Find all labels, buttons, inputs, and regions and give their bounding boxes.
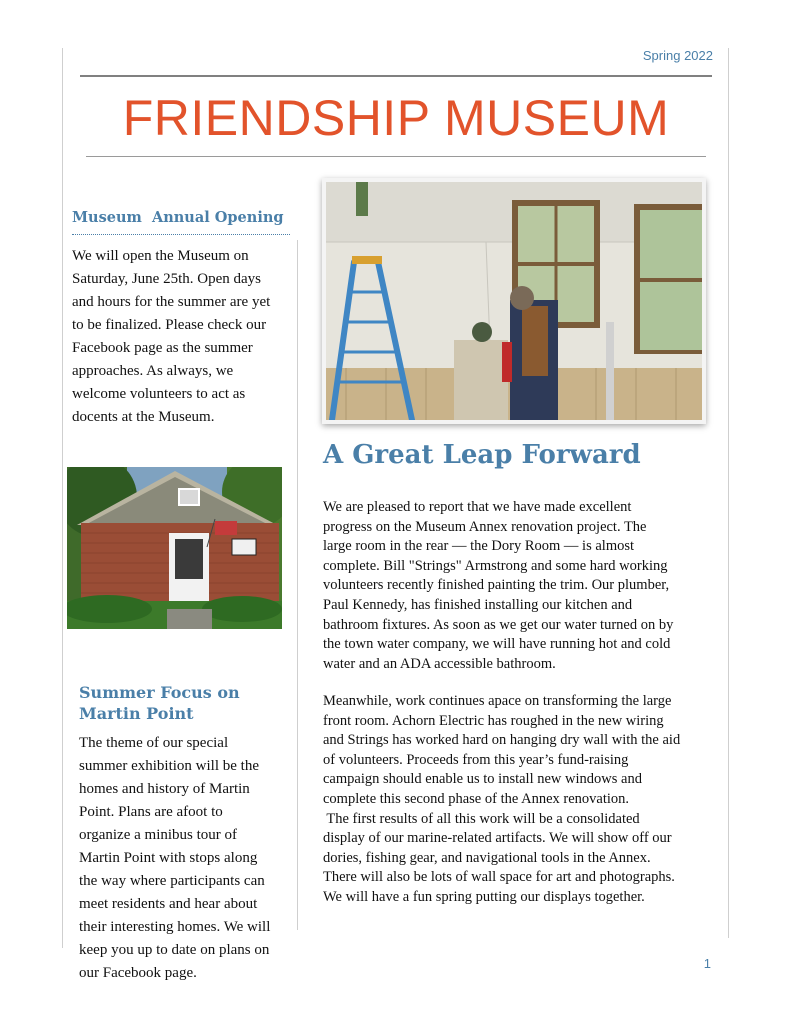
text-line: approaches. As always, we xyxy=(72,363,234,379)
text-line: The theme of our special xyxy=(79,735,229,751)
summer-focus-paragraph xyxy=(79,732,289,985)
text-line: of volunteers. Proceeds from this year’s fund-raising xyxy=(323,751,629,768)
text-line: Saturday, June 25th. Open days xyxy=(72,271,261,287)
masthead-bottom-rule xyxy=(86,156,706,157)
text-line: complete this second phase of the Annex renovation. xyxy=(323,790,630,807)
opening-heading: Museum Annual Opening xyxy=(72,209,284,226)
text-line: display of our marine-related artifacts. We will show off our xyxy=(323,830,672,847)
text-line: Point. Plans are afoot to xyxy=(79,804,223,820)
text-line: Paul Kennedy, has finished installing our kitchen and xyxy=(323,596,633,613)
text-line: keep you up to date on plans on xyxy=(79,942,270,958)
text-line: organize a minibus tour of xyxy=(79,827,238,843)
text-line: Meanwhile, work continues apace on transforming the large xyxy=(323,693,672,709)
right-margin-rule xyxy=(728,48,729,938)
opening-paragraph xyxy=(72,245,292,429)
text-line: the town water company, we will have running hot and cold xyxy=(323,636,671,653)
text-line: The first results of all this work will be a consolidated xyxy=(323,810,640,827)
text-line: homes and history of Martin xyxy=(79,781,250,797)
text-line: Martin Point with stops along xyxy=(79,850,258,866)
heading-line: Summer Focus on xyxy=(79,683,240,702)
text-line: campaign should enable us to install new windows and xyxy=(323,771,642,788)
renovation-photo-image xyxy=(326,182,702,420)
page-number: 1 xyxy=(703,956,711,971)
text-line: and hours for the summer are yet xyxy=(72,294,271,310)
renovation-photo xyxy=(322,178,706,424)
text-line: water and an ADA accessible bathroom. xyxy=(323,655,556,672)
text-line: their interesting homes. We will xyxy=(79,919,271,935)
text-line: welcome volunteers to act as xyxy=(72,386,246,402)
text-line: progress on the Museum Annex renovation project. The xyxy=(323,518,647,535)
text-line: docents at the Museum. xyxy=(72,409,215,425)
masthead-title: FRIENDSHIP MUSEUM xyxy=(122,90,670,146)
left-margin-rule xyxy=(62,48,63,948)
text-line: dories, fishing gear, and navigational tools in the Annex. xyxy=(323,849,651,866)
text-line: large room in the rear — the Dory Room — is almost xyxy=(323,538,635,555)
text-line: There will also be lots of wall space for art and photographs. xyxy=(323,869,675,886)
text-line: our Facebook page. xyxy=(79,965,197,981)
museum-building-photo xyxy=(67,467,282,629)
text-line: volunteers recently finished painting the trim. Our plumber, xyxy=(323,577,670,594)
article-paragraph-2 xyxy=(323,692,713,908)
column-divider xyxy=(297,240,298,930)
heading-line: Martin Point xyxy=(79,704,194,723)
text-line: bathroom fixtures. As soon as we get our water turned on by xyxy=(323,616,674,633)
text-line: the way where participants can xyxy=(79,873,265,889)
text-line: and Strings has worked hard on hanging dry wall with the aid xyxy=(323,732,681,749)
article-headline: A Great Leap Forward xyxy=(323,440,641,470)
text-line: summer exhibition will be the xyxy=(79,758,259,774)
summer-focus-heading xyxy=(79,682,289,724)
opening-heading-underline xyxy=(72,234,290,235)
text-line: complete. Bill "Strings" Armstrong and some hard working xyxy=(323,557,668,574)
text-line: We will open the Museum on xyxy=(72,248,249,264)
text-line: Facebook page as the summer xyxy=(72,340,253,356)
article-paragraph-1 xyxy=(323,498,713,674)
text-line: to be finalized. Please check our xyxy=(72,317,267,333)
masthead-top-rule xyxy=(80,75,712,77)
issue-season: Spring 2022 xyxy=(642,48,713,63)
text-line: We are pleased to report that we have made excellent xyxy=(323,499,632,515)
text-line: We will have a fun spring putting our displays together. xyxy=(323,888,645,905)
text-line: meet residents and hear about xyxy=(79,896,258,912)
text-line: front room. Achorn Electric has roughed in the new wiring xyxy=(323,712,664,729)
